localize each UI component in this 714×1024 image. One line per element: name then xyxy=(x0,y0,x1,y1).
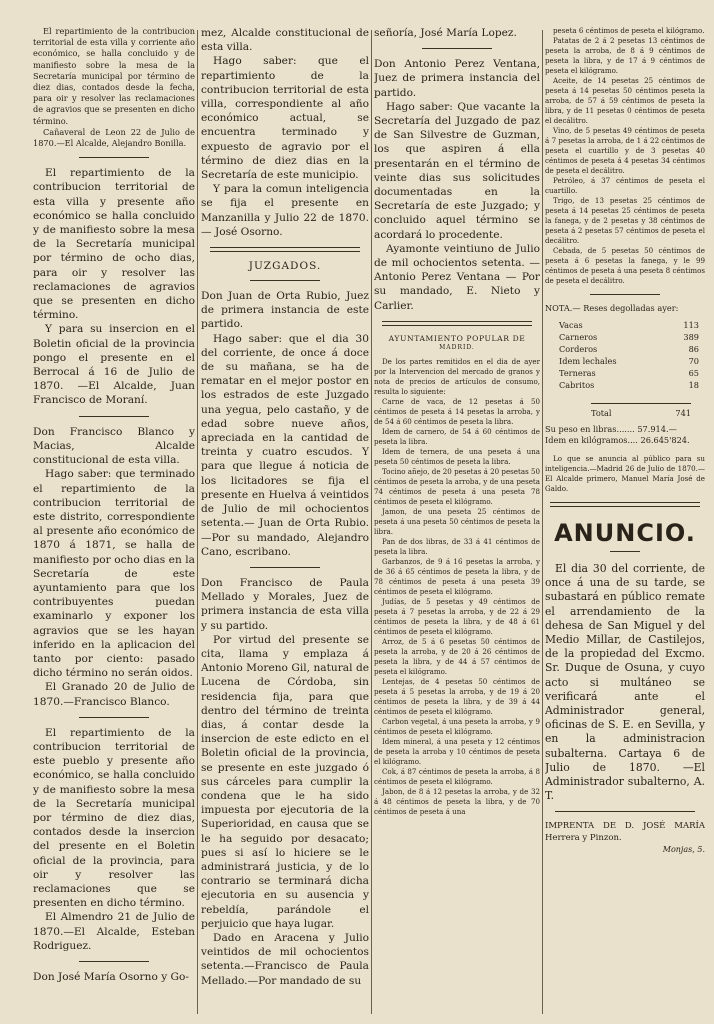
imprint xyxy=(545,820,705,856)
section-heading-ayuntamiento: AYUNTAMIENTO POPULAR DE xyxy=(388,333,526,343)
notice-heading: mez, Alcalde constitucional de esta villa. xyxy=(201,27,369,54)
separator xyxy=(79,717,149,718)
notice-paragraph: Hago saber: que el repartimiento de la contribucion territorial de esta villa, correspondiente al año económico actual, se encuentra terminado y expuesto de agravio por el término de diez dias en la Secretaría de este municipio. xyxy=(201,55,369,182)
row-value: 70 xyxy=(688,356,699,366)
price-item: Cok, á 87 céntimos de peseta la arroba, á 8 céntimos de peseta el kilógramo. xyxy=(374,766,540,786)
notice-heading: Don Juan de Orta Rubio, Juez de primera instancia de este partido. xyxy=(201,290,369,331)
price-item: Carne de vaca, de 12 pesetas á 50 céntimos de peseta á 14 pesetas la arroba, y de 54 á 60 céntimos de peseta la libra. xyxy=(374,396,540,426)
notice-paragraph: Hago saber: Que vacante la Secretaría del Juzgado de paz de San Silvestre de Guzman, los que aspiren á ella presentarán en el término de veinte dias sus solicitudes documentadas en la Secretaría de este Juzgado; y concluido aquel término se acordará lo procedente. xyxy=(374,100,540,241)
row-label: Vacas xyxy=(559,320,583,330)
notice-heading: Don Francisco de Paula Mellado y Morales, Juez de primera instancia de esta villa y su partido. xyxy=(201,576,369,632)
price-item: Lentejas, de 4 pesetas 50 céntimos de peseta á 5 pesetas la arroba, y de 19 á 20 céntimos de peseta la libra, y de 39 á 44 céntimos de peseta el kilógramo. xyxy=(374,676,540,716)
column-2 xyxy=(201,26,369,1018)
imprint-address: Monjas, 5. xyxy=(662,845,705,855)
notice-signature: Cañaveral de Leon 22 de Julio de 1870.—El Alcalde, Alejandro Bonilla. xyxy=(33,126,195,149)
row-value: 65 xyxy=(688,368,699,378)
notice-paragraph: Por virtud del presente se cita, llama y emplaza á Antonio Moreno Gil, natural de Lucena de Córdoba, sin residencia fija, para que dentro del término de treinta dias, á contar desde la insercion de este edicto en el Boletin oficial de la provincia, se presente en este juzgado ó sus cárceles para cumplir la condena que le ha sido impuesta por ejecutoria de la Superioridad, en causa que se le ha seguido por desacato; pues si así lo hiciere se le administrará justicia, y de lo contrario se terminará dicha ejecutoria en su ausencia y rebeldía, parándole el perjuicio que haya lugar. xyxy=(201,633,369,930)
section-separator xyxy=(550,502,700,507)
price-item: Idem de carnero, de 54 á 60 céntimos de peseta la libra. xyxy=(374,426,540,446)
price-item: Arroz, de 5 á 6 pesetas 50 céntimos de peseta la arroba, y de 20 á 26 céntimos de peseta la libra, y de 44 á 57 céntimos de peseta el kilógramo. xyxy=(374,636,540,676)
row-value: 86 xyxy=(688,344,699,354)
notice-signature: Dado en Aracena y Julio veintidos de mil ochocientos setenta.—Francisco de Paula Mellado.—Por mandado de su xyxy=(201,931,369,987)
notice-signature: El Granado 20 de Julio de 1870.—Francisco Blanco. xyxy=(33,681,195,708)
price-item: Jamon, de una peseta 25 céntimos de peseta á una peseta 50 céntimos de peseta la libra. xyxy=(374,506,540,536)
separator xyxy=(250,280,320,281)
separator xyxy=(610,551,640,552)
section-separator xyxy=(382,321,532,326)
separator xyxy=(555,811,695,812)
separator xyxy=(79,157,149,158)
column-1 xyxy=(33,26,195,1018)
row-label: Corderos xyxy=(559,344,598,354)
separator xyxy=(79,961,149,962)
section-heading-juzgados: JUZGADOS. xyxy=(248,260,322,273)
separator xyxy=(250,567,320,568)
column-divider xyxy=(371,30,372,1014)
notice-heading: Don Antonio Perez Ventana, Juez de primera instancia del partido. xyxy=(374,58,540,99)
price-item: Cebada, de 5 pesetas 50 céntimos de peseta á 6 pesetas la fanega, y le 99 céntimos de peseta á una peseta 8 céntimos de peseta el decálitro. xyxy=(545,246,705,285)
anuncio-text: El dia 30 del corriente, de once á una de su tarde, se subastará en público remate el arrendamiento de la dehesa de San Miguel y del Medio Millar, de Castilejos, de la propiedad del Excmo. Sr. Duque de Osuna, y cuyo acto si multáneo se verificará ante el Administrador general, oficinas de S. E. en Sevilla, y en la administracion subalterna. Cartaya 6 de Julio de 1870. —El Administrador subalterno, A. T. xyxy=(545,562,705,803)
column-3 xyxy=(374,26,540,1018)
total-label: Total xyxy=(591,408,612,418)
notice-heading: Don Francisco Blanco y Macias, Alcalde constitucional de esta villa. xyxy=(33,425,195,467)
notice-paragraph: Y para su insercion en el Boletin oficial de la provincia pongo el presente en el Berrocal á 16 de Julio de 1870. —El Alcalde, Juan Francisco de Moraní. xyxy=(33,323,195,407)
notice-signature: El Almendro 21 de Julio de 1870.—El Alcalde, Esteban Rodriguez. xyxy=(33,911,195,952)
imprint-name: IMPRENTA DE D. JOSÉ MARÍA Herrera y Pinzon. xyxy=(545,821,705,844)
price-item: Patatas de 2 á 2 pesetas 13 céntimos de peseta la arroba, de 8 á 9 céntimos de peseta la libra, y de 17 á 9 céntimos de peseta el kilógramo. xyxy=(545,36,705,75)
anuncio-title: ANUNCIO. xyxy=(554,519,696,547)
row-value: 18 xyxy=(688,380,699,390)
row-value: 389 xyxy=(683,332,699,342)
price-item: Vino, de 5 pesetas 49 céntimos de peseta á 7 pesetas la arroba, de 1 á 22 céntimos de peseta el cuartillo y de 3 pesetas 40 céntimos de peseta á 4 pesetas 34 céntimos de peseta el decálitro. xyxy=(545,126,705,175)
separator xyxy=(79,416,149,417)
price-item: Aceite, de 14 pesetas 25 céntimos de peseta á 14 pesetas 50 céntimos peseta la arroba, de 57 á 59 céntimos de peseta la libra, y de 11 pesetas 0 céntimos de peseta el decálitro. xyxy=(545,76,705,125)
notice-paragraph: Y para la comun inteligencia se fija el presente en Manzanilla y Julio 22 de 1870.— José Osorno. xyxy=(201,183,369,238)
column-4 xyxy=(545,26,705,1018)
notice-paragraph: Lo que se anuncia al público para su inteligencia.—Madrid 26 de Julio de 1870.—El Alcalde primero, Manuel María José de Galdo. xyxy=(545,454,705,493)
total-row xyxy=(591,403,691,418)
notice-paragraph: El repartimiento de la contribucion territorial de esta villa y presente año económico se halla concluido y de manifiesto sobre la mesa de la Secretaría municipal por término de ocho dias, para oir y resolver las reclamaciones de agravios que se presenten en dicho término. xyxy=(33,167,195,322)
row-label: Carneros xyxy=(559,332,598,342)
table-row xyxy=(559,355,699,367)
notice-heading: Don José María Osorno y Go- xyxy=(33,971,189,983)
row-label: Idem lechales xyxy=(559,356,617,366)
price-item: Carbon vegetal, á una peseta la arroba, y 9 céntimos de peseta el kilógramo. xyxy=(374,716,540,736)
price-item: Idem mineral, á una peseta y 12 céntimos de peseta la arroba y 10 céntimos de peseta el kilógramo. xyxy=(374,736,540,766)
price-item: Pan de dos libras, de 33 á 41 céntimos de peseta la libra. xyxy=(374,536,540,556)
separator xyxy=(422,48,492,49)
weight-kilos: Idem en kilógramos.... 26.645'824. xyxy=(545,435,690,445)
price-item: Garbanzos, de 9 á 16 pesetas la arroba, y de 36 á 65 céntimos de peseta la libra, y de 78 céntimos de peseta á una peseta 39 céntimos de peseta el kilógramo. xyxy=(374,556,540,596)
table-row xyxy=(559,331,699,343)
weight-libras: Su peso en libras....... 57.914.— xyxy=(545,424,677,434)
table-row xyxy=(559,379,699,391)
notice-paragraph: Hago saber: que terminado el repartimiento de la contribucion territorial de este distrito, correspondiente al presente año económico de 1870 á 1871, se halla de manifiesto por ocho dias en la Secretaría de este ayuntamiento para que los contribuyentes puedan examinarlo y exponer los agravios que se les hayan inferido en la aplicacion del tanto por ciento: pasado dicho término no serán oidos. xyxy=(33,468,195,680)
notice-signature: Ayamonte veintiuno de Julio de mil ochocientos setenta. —Antonio Perez Ventana — Por su mandado, E. Nieto y Carlier. xyxy=(374,242,540,312)
price-item: peseta 6 céntimos de peseta el kilógramo. xyxy=(553,26,705,35)
notice-paragraph: Hago saber: que el dia 30 del corriente, de once á doce de su mañana, se ha de rematar en el mejor postor en los estrados de este Juzgado una yegua, pelo castaño, y de edad sobre nueve años, apreciada en la cantidad de treinta y cuatro escudos. Y para que llegue á noticia de los licitadores se fija el presente en Huelva á veintidos de Julio de mil ochocientos setenta.— Juan de Orta Rubio.—Por su mandado, Alejandro Cano, escribano. xyxy=(201,332,369,558)
section-subheading-madrid: MADRID. xyxy=(439,343,475,351)
nota-title: NOTA.— Reses degolladas ayer: xyxy=(545,303,679,313)
total-value: 741 xyxy=(675,408,691,418)
price-item: Judías, de 5 pesetas y 49 céntimos de peseta á 7 pesetas la arroba, y de 22 á 29 céntimos de peseta la libra, y de 48 á 61 céntimos de peseta el kilógramo. xyxy=(374,596,540,636)
row-value: 113 xyxy=(683,320,699,330)
section-separator xyxy=(210,247,360,252)
separator xyxy=(590,294,660,295)
column-divider xyxy=(542,30,543,1014)
notice-paragraph: El repartimiento de la contribucion territorial de esta villa y corriente año económico, se halla concluido y de manifiesto sobre la mesa de la Secretaría municipal por término de diez dias, contados desde la fecha, para oir y resolver las reclamaciones de agravios que se presenten en dicho término. xyxy=(33,26,195,126)
livestock-table xyxy=(559,319,699,391)
price-item: Idem de ternera, de una peseta á una peseta 50 céntimos de peseta la libra. xyxy=(374,446,540,466)
table-row xyxy=(559,367,699,379)
notice-signature: señoría, José María Lopez. xyxy=(374,27,517,39)
row-label: Terneras xyxy=(559,368,596,378)
price-item: De los partes remitidos en el dia de ayer por la Intervencion del mercado de granos y nota de precios de artículos de consumo, resulta lo siguiente: xyxy=(374,356,540,396)
price-item: Trigo, de 13 pesetas 25 céntimos de peseta á 14 pesetas 25 céntimos de peseta la fanega, y de 2 pesetas y 38 céntimos de peseta á 2 pesetas 57 céntimos de peseta el decálitro. xyxy=(545,196,705,245)
column-divider xyxy=(197,30,198,1014)
price-item: Tocino añejo, de 20 pesetas á 20 pesetas 50 céntimos de peseta la arroba, y de una peseta 74 céntimos de peseta á una peseta 78 céntimos de peseta el kilógramo. xyxy=(374,466,540,506)
price-item: Petróleo, á 37 céntimos de peseta el cuartillo. xyxy=(545,176,705,195)
price-item: Jabon, de 8 á 12 pesetas la arroba, y de 32 á 48 céntimos de peseta la libra, y de 70 céntimos de peseta á una xyxy=(374,786,540,816)
table-row xyxy=(559,319,699,331)
table-row xyxy=(559,343,699,355)
row-label: Cabritos xyxy=(559,380,595,390)
notice-paragraph: El repartimiento de la contribucion territorial de este pueblo y presente año económico, se halla concluido y de manifiesto sobre la mesa de la Secretaría municipal por término de diez dias, contados desde la insercion del presente en el Boletin oficial de la provincia, para oir y resolver las reclamaciones que se presenten en dicho término. xyxy=(33,726,195,910)
